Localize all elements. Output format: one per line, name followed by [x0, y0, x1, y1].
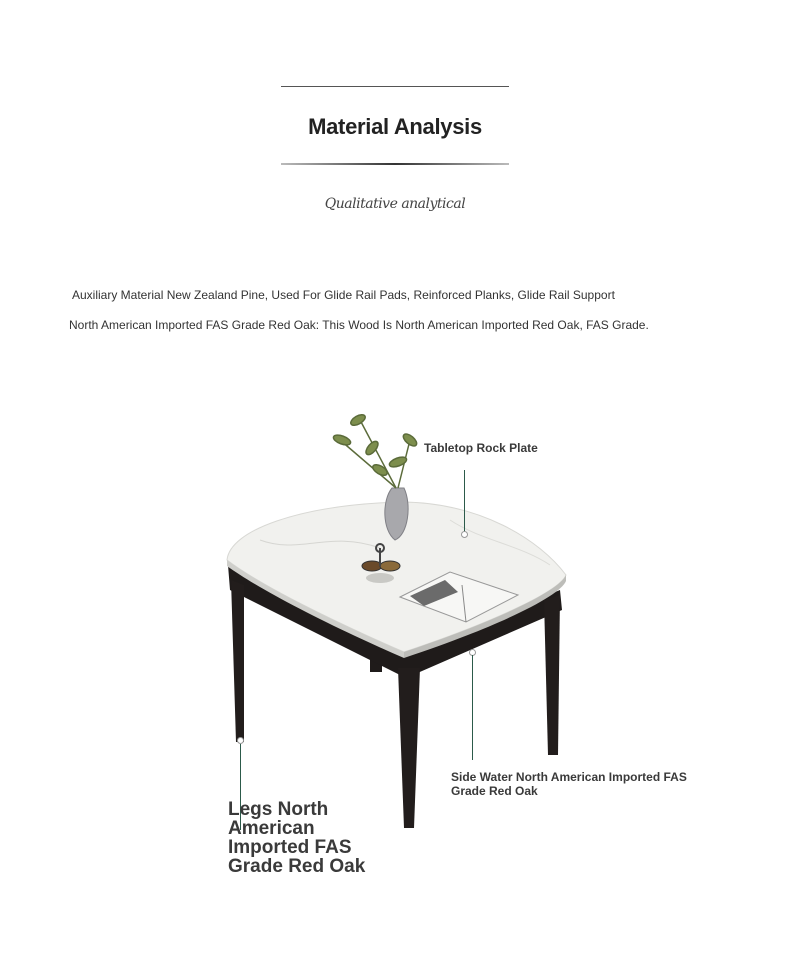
leg-front-left — [231, 580, 244, 742]
description-line-2: North American Imported FAS Grade Red Oak: This Wood Is North American Imported Red Oak, FAS Grade. — [69, 318, 649, 332]
leader-line-tabletop — [464, 470, 465, 532]
marker-dot-legs — [237, 737, 244, 744]
callout-tabletop: Tabletop Rock Plate — [424, 441, 538, 455]
plant — [332, 413, 419, 488]
script-subtitle: Qualitative analytical — [324, 196, 466, 212]
callout-legs: Legs North American Imported FAS Grade Red Oak — [228, 799, 366, 877]
leg-front-center — [398, 668, 420, 828]
page-title: Material Analysis — [308, 114, 482, 139]
leader-line-side — [472, 655, 473, 760]
callout-side: Side Water North American Imported FAS Grade Red Oak — [451, 770, 687, 798]
leg-front-right — [544, 595, 560, 755]
marker-dot-tabletop — [461, 531, 468, 538]
description-line-1: Auxiliary Material New Zealand Pine, Used For Glide Rail Pads, Reinforced Planks, Glide Rail Support — [72, 288, 615, 302]
